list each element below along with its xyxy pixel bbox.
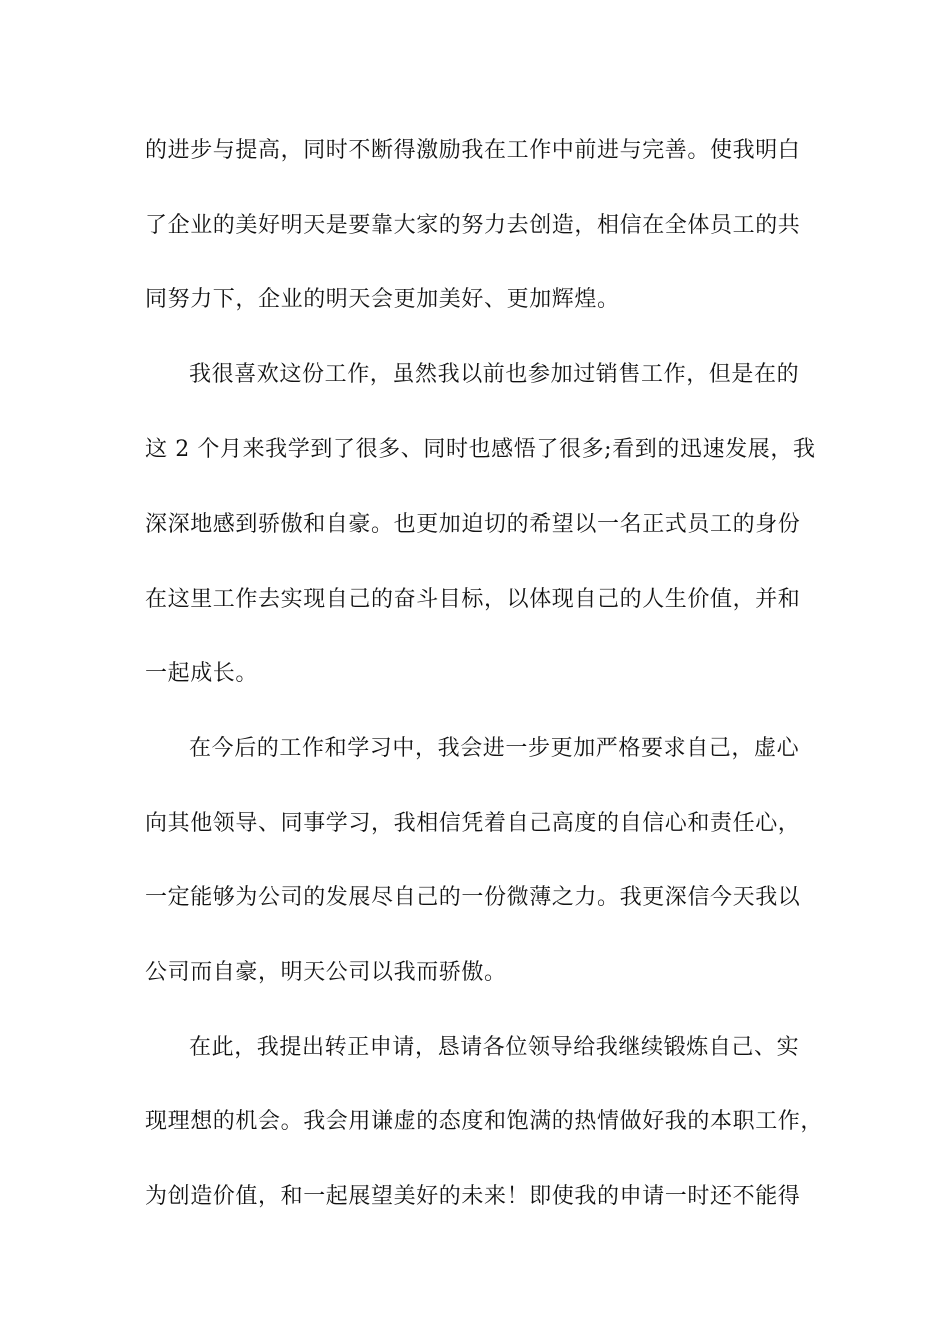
paragraph-line: 向其他领导、同事学习，我相信凭着自己高度的自信心和责任心，	[145, 811, 801, 836]
paragraph-line: 同努力下，企业的明天会更加美好、更加辉煌。	[145, 287, 620, 312]
paragraph-line: 这 2 个月来我学到了很多、同时也感悟了很多;看到的迅速发展，我	[145, 437, 816, 462]
paragraph-line: 深深地感到骄傲和自豪。也更加迫切的希望以一名正式员工的身份	[145, 512, 801, 537]
paragraph-line: 一起成长。	[145, 661, 259, 686]
paragraph-line: 在此，我提出转正申请，恳请各位领导给我继续锻炼自己、实	[189, 1035, 800, 1060]
paragraph-line: 我很喜欢这份工作，虽然我以前也参加过销售工作，但是在的	[189, 362, 800, 387]
paragraph-line: 一定能够为公司的发展尽自己的一份微薄之力。我更深信今天我以	[145, 885, 801, 910]
paragraph-line: 为创造价值，和一起展望美好的未来！即使我的申请一时还不能得	[145, 1184, 801, 1209]
paragraph-line: 的进步与提高，同时不断得激励我在工作中前进与完善。使我明白	[145, 138, 801, 163]
paragraph-line: 了企业的美好明天是要靠大家的努力去创造，相信在全体员工的共	[145, 213, 801, 238]
paragraph-line: 公司而自豪，明天公司以我而骄傲。	[145, 960, 507, 985]
paragraph-line: 现理想的机会。我会用谦虚的态度和饱满的热情做好我的本职工作，	[145, 1109, 824, 1134]
paragraph-line: 在这里工作去实现自己的奋斗目标，以体现自己的人生价值，并和	[145, 587, 801, 612]
paragraph-line: 在今后的工作和学习中，我会进一步更加严格要求自己，虚心	[189, 736, 800, 761]
